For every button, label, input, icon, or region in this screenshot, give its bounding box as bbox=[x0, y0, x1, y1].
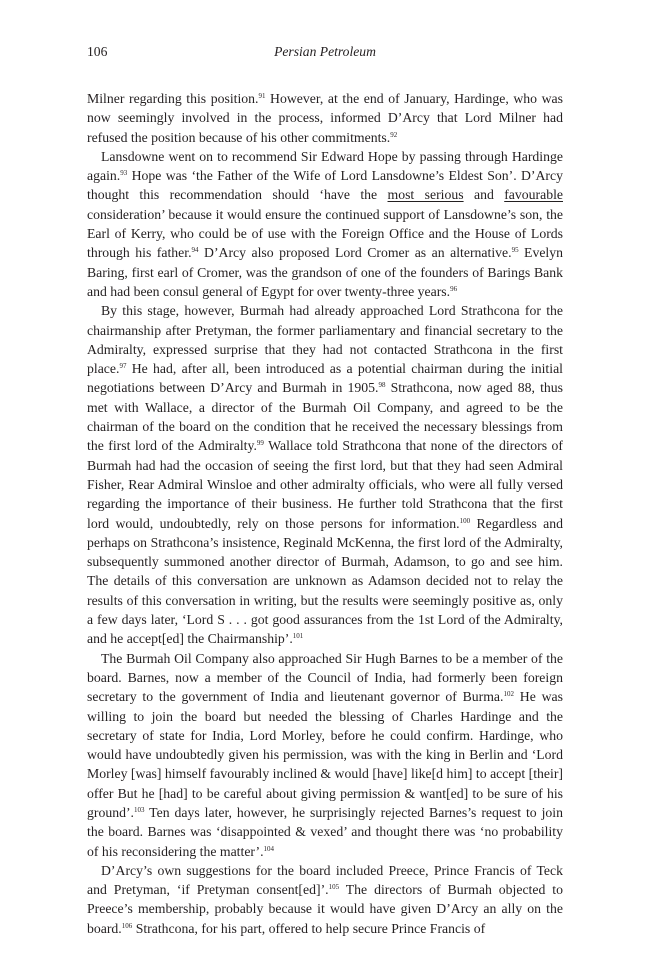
footnote-ref[interactable]: 99 bbox=[256, 439, 264, 448]
text-run: The directors of Burmah objected to Preece’s membership, probably because it would have given D’Arcy an ally on the board. bbox=[87, 882, 563, 936]
paragraph bbox=[87, 147, 563, 301]
footnote-ref[interactable]: 91 bbox=[258, 92, 266, 100]
running-head bbox=[87, 44, 563, 66]
footnote-ref[interactable]: 93 bbox=[120, 169, 128, 178]
footnote-ref[interactable]: 98 bbox=[378, 381, 386, 390]
footnote-ref[interactable]: 104 bbox=[263, 844, 275, 853]
footnote-ref[interactable]: 96 bbox=[450, 284, 458, 293]
text-run: D’Arcy also proposed Lord Cromer as an alternative. bbox=[198, 245, 512, 261]
footnote-ref[interactable]: 95 bbox=[511, 246, 519, 255]
text-run: Wallace told Strathcona that none of the directors of Burmah had had the occasion of seeing the first lord, but that they had seen Admiral Fisher, Rear Admiral Winsloe and other admiralty officials, who were all fully versed regarding the importance of their business. He further told Strathcona that the first lord would, undoubtedly, rely on those persons for information. bbox=[87, 438, 563, 531]
footnote-ref[interactable]: 97 bbox=[119, 362, 127, 371]
footnote-ref[interactable]: 94 bbox=[191, 246, 199, 255]
footnote-ref[interactable]: 105 bbox=[328, 883, 340, 892]
text-run: He was willing to join the board but needed the blessing of Charles Hardinge and the secretary of state for India, Lord Morley, before he could confirm. Hardinge, who would have undoubtedly given his permission, was with the king in Berlin and ‘Lord Morley [was] himself favourably inclined & would [have] like[d him] to accept [their] offer But he [had] to be careful about giving permission & want[ed] to be sure of his ground’. bbox=[87, 689, 563, 820]
text-run: consideration’ because it would ensure the continued support of Lansdowne’s son, the Earl of Kerry, who could be of use with the Foreign Office and the House of Lords through his father. bbox=[87, 206, 563, 261]
underlined-text: most serious bbox=[387, 187, 464, 203]
text-run: The Burmah Oil Company also approached Sir Hugh Barnes to be a member of the board. Barnes, now a member of the Council of India, had formerly been foreign secretary to the government of India and lieutenant governor of Burma. bbox=[87, 650, 563, 705]
underlined-text: favourable bbox=[504, 187, 563, 203]
text-run: He had, after all, been introduced as a potential chairman during the initial negotiations between D’Arcy and Burmah in 1905. bbox=[87, 361, 563, 396]
body-text bbox=[87, 89, 563, 938]
text-run: Strathcona, now aged 88, thus met with Wallace, a director of the Burmah Oil Company, and agreed to be the chairman of the board on the condition that he received the necessary blessings from the first lord of the Admiralty. bbox=[87, 380, 563, 454]
footnote-ref[interactable]: 100 bbox=[459, 516, 471, 525]
text-run: D’Arcy’s own suggestions for the board included Preece, Prince Francis of Teck and Pretyman, ‘if Pretyman consent[ed]’. bbox=[87, 862, 563, 898]
paragraph bbox=[87, 301, 563, 648]
text-run: Lansdowne went on to recommend Sir Edward Hope by passing through Hardinge again. bbox=[87, 148, 563, 184]
text-run: Milner regarding this position. bbox=[87, 91, 259, 106]
text-run: Hope was ‘the Father of the Wife of Lord Lansdowne’s Eldest Son’. D’Arcy thought this recommendation should ‘have the bbox=[87, 168, 563, 203]
footnote-ref[interactable]: 92 bbox=[390, 130, 398, 139]
text-run: By this stage, however, Burmah had already approached Lord Strathcona for the chairmanship after Pretyman, the former parliamentary and financial secretary to the Admiralty, expressed surprise that they had not contacted Strathcona in the first place. bbox=[87, 303, 563, 377]
text-run: Ten days later, however, he surprisingly rejected Barnes’s request to join the board. Barnes was ‘disappointed & vexed’ and thought there was ‘no probability of his reconsidering the matter’. bbox=[87, 804, 563, 859]
footnote-ref[interactable]: 101 bbox=[292, 632, 304, 641]
running-title: Persian Petroleum bbox=[274, 44, 376, 59]
paragraph bbox=[87, 649, 563, 861]
text-run: Strathcona, for his part, offered to help secure Prince Francis of bbox=[132, 920, 486, 936]
text-run: Regardless and perhaps on Strathcona’s insistence, Reginald McKenna, the first lord of the Admiralty, subsequently summoned another director of Burmah, Adamson, to go and see him. The details of this conversation are unknown as Adamson decided not to relay the results of this conversation in writing, but the results were seemingly positive as, only a few days later, ‘Lord S . . . got good assurances from the 1st Lord of the Admiralty, and he accept[ed] the Chairmanship’. bbox=[87, 515, 563, 647]
footnote-ref[interactable]: 103 bbox=[133, 805, 145, 814]
paragraph-continued bbox=[87, 89, 563, 147]
footnote-ref[interactable]: 106 bbox=[121, 921, 133, 930]
page-number: 106 bbox=[87, 44, 108, 59]
footnote-ref[interactable]: 102 bbox=[503, 690, 514, 699]
text-run: Evelyn Baring, first earl of Cromer, was the grandson of one of the founders of Barings Bank and had been consul general of Egypt for over twenty-three years. bbox=[87, 245, 563, 299]
paragraph bbox=[87, 861, 563, 938]
text-run: However, at the end of January, Hardinge, who was now seemingly involved in the process, informed D’Arcy that Lord Milner had refused the position because of his other commitments. bbox=[87, 91, 563, 145]
text-run: and bbox=[463, 187, 505, 203]
